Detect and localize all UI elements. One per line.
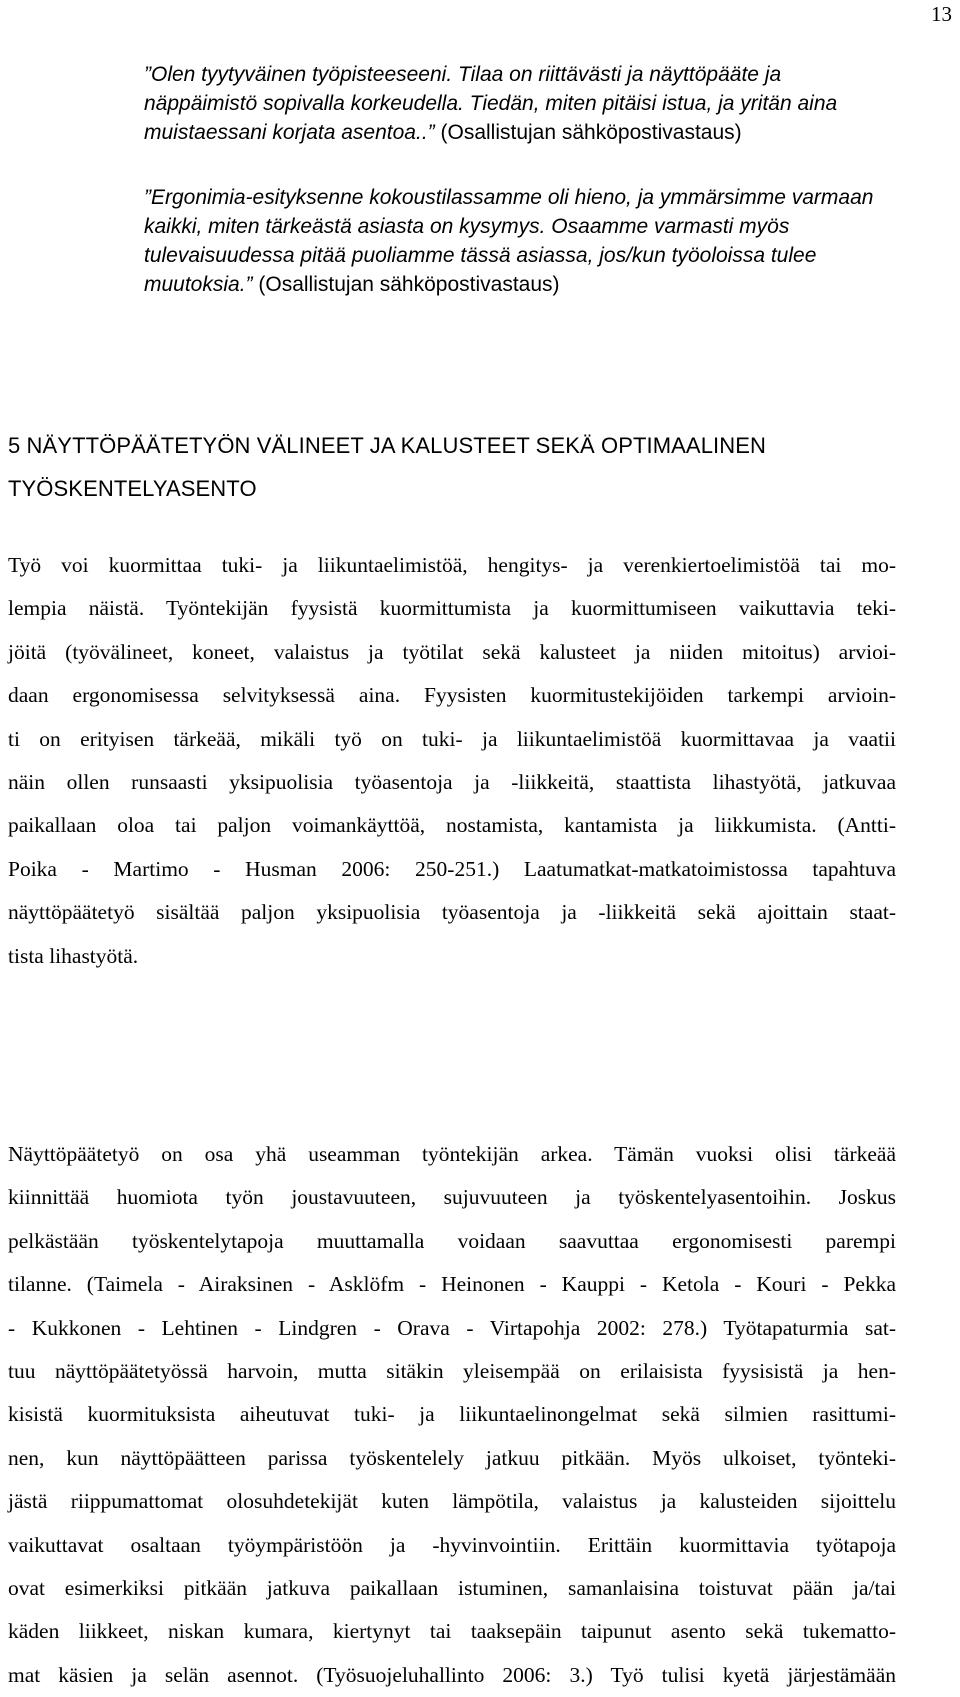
body-paragraph	[8, 544, 896, 978]
text-line: kisistä kuormituksista aiheutuvat tuki- ja liikuntaelinongelmat sekä silmien rasittumi-	[8, 1402, 896, 1427]
text-line: tuu näyttöpäätetyössä harvoin, mutta sitäkin yleisempää on erilaisista fyysisistä ja hen-	[8, 1359, 896, 1384]
text-line: käden liikkeet, niskan kumara, kiertynyt tai taaksepäin taipunut asento sekä tukematto-	[8, 1619, 896, 1644]
quote-text: ”Olen tyytyväinen työpisteeseeni. Tilaa on riittävästi ja näyttöpääte ja näppäimistö sopivalla korkeudella. Tiedän, miten pitäisi istua, ja yritän aina muistaessani korjata asentoa..”	[144, 63, 838, 144]
text-line: pelkästään työskentelytapoja muuttamalla voidaan saavuttaa ergonomisesti parempi	[8, 1228, 896, 1253]
text-line: ovat esimerkiksi pitkään jatkuva paikallaan istuminen, samanlaisina toistuvat pään ja/tai	[8, 1576, 896, 1601]
body-paragraph	[8, 1133, 896, 1697]
text-line: ti on erityisen tärkeää, mikäli työ on tuki- ja liikuntaelimistöä kuormittavaa ja vaatii	[8, 726, 896, 751]
text-line: Työ voi kuormittaa tuki- ja liikuntaelimistöä, hengitys- ja verenkiertoelimistöä tai mo-	[8, 553, 896, 577]
text-line: nen, kun näyttöpäätteen parissa työskentelely jatkuu pitkään. Myös ulkoiset, työnteki-	[8, 1445, 896, 1470]
text-line: tilanne. (Taimela - Airaksinen - Asklöfm - Heinonen - Kauppi - Ketola - Kouri - Pekka	[8, 1272, 896, 1297]
text-line: paikallaan oloa tai paljon voimankäyttöä, nostamista, kantamista ja liikkumista. (Antti-	[8, 813, 896, 838]
text-line: näin ollen runsaasti yksipuolisia työasentoja ja -liikkeitä, staattista lihastyötä, jatkuvaa	[8, 770, 896, 795]
text-line: tista lihastyötä.	[8, 943, 139, 968]
participant-quote	[144, 60, 896, 147]
text-line: Poika - Martimo - Husman 2006: 250-251.) Laatumatkat-matkatoimistossa tapahtuva	[8, 856, 896, 881]
quote-text: ”Ergonimia-esityksenne kokoustilassamme oli hieno, ja ymmärsimme varmaan kaikki, miten tärkeästä asiasta on kysymys. Osaamme varmasti myös tulevaisuudessa pitää puoliamme tässä asiassa, jos/kun työoloissa tulee muutoksia.”	[144, 186, 874, 296]
page-number: 13	[931, 2, 952, 26]
participant-quote	[144, 183, 896, 299]
text-line: daan ergonomisessa selvityksessä aina. Fyysisten kuormitustekijöiden tarkempi arvioin-	[8, 683, 896, 708]
text-line: vaikuttavat osaltaan työympäristöön ja -hyvinvointiin. Erittäin kuormittavia työtapoja	[8, 1532, 896, 1557]
text-line: kiinnittää huomiota työn joustavuuteen, sujuvuuteen ja työskentelyasentoihin. Joskus	[8, 1185, 896, 1210]
text-line: - Kukkonen - Lehtinen - Lindgren - Orava - Virtapohja 2002: 278.) Työtapaturmia sat-	[8, 1315, 896, 1340]
text-line: Näyttöpäätetyö on osa yhä useamman työntekijän arkea. Tämän vuoksi olisi tärkeää	[8, 1142, 896, 1166]
text-line: lempia näistä. Työntekijän fyysistä kuormittumista ja kuormittumiseen vaikuttavia teki-	[8, 596, 896, 621]
section-heading: 5 NÄYTTÖPÄÄTETYÖN VÄLINEET JA KALUSTEET SEKÄ OPTIMAALINEN TYÖSKENTELYASENTO	[8, 433, 766, 501]
text-line: jästä riippumattomat olosuhdetekijät kuten lämpötila, valaistus ja kalusteiden sijoittelu	[8, 1489, 896, 1514]
text-line: jöitä (työvälineet, koneet, valaistus ja työtilat sekä kalusteet ja niiden mitoitus) arvioi-	[8, 639, 896, 664]
text-line: näyttöpäätetyö sisältää paljon yksipuolisia työasentoja ja -liikkeitä sekä ajoittain staat-	[8, 900, 896, 925]
quote-source: (Osallistujan sähköpostivastaus)	[252, 273, 560, 296]
text-line: mat käsien ja selän asennot. (Työsuojeluhallinto 2006: 3.) Työ tulisi kyetä järjestämään	[8, 1662, 896, 1687]
quote-source: (Osallistujan sähköpostivastaus)	[434, 121, 742, 144]
